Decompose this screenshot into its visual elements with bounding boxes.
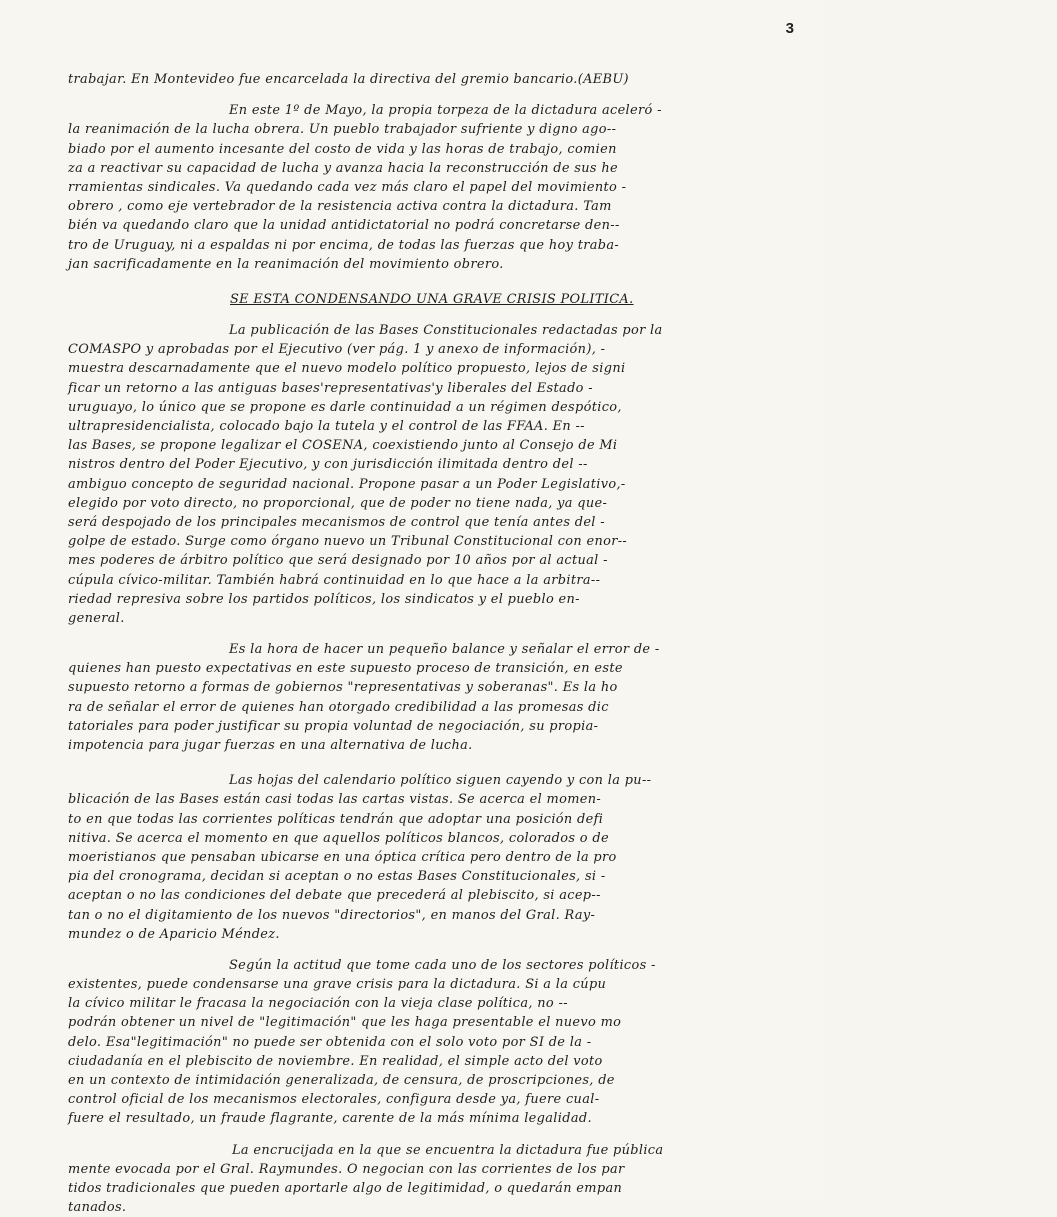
- text-line: La encrucijada en la que se encuentra la dictadura fue pública: [232, 1142, 664, 1158]
- text-line: La publicación de las Bases Constitucionales redactadas por la: [229, 323, 663, 339]
- text-line: to en que todas las corrientes políticas tendrán que adoptar una posición defi: [68, 811, 604, 827]
- paragraph-2: [0, 321, 825, 628]
- text-line: jan sacrificadamente en la reanimación del movimiento obrero.: [68, 256, 504, 272]
- text-line: En este 1º de Mayo, la propia torpeza de la dictadura aceleró -: [229, 103, 662, 119]
- paragraph-6: [0, 1141, 825, 1217]
- text-line: control oficial de los mecanismos electorales, configura desde ya, fuere cual-: [68, 1092, 600, 1108]
- paragraph-5: [0, 956, 825, 1129]
- text-line: tro de Uruguay, ni a espaldas ni por encima, de todas las fuerzas que hoy traba-: [68, 237, 620, 253]
- text-line: ultrapresidencialista, colocado bajo la tutela y el control de las FFAA. En --: [68, 419, 585, 434]
- text-line: rramientas sindicales. Va quedando cada vez más claro el papel del movimiento -: [68, 179, 627, 195]
- text-line: muestra descarnadamente que el nuevo modelo político propuesto, lejos de signi: [68, 361, 626, 377]
- text-line: las Bases, se propone legalizar el COSENA, coexistiendo junto al Consejo de Mi: [68, 438, 618, 454]
- text-line: mes poderes de árbitro político que será designado por 10 años por al actual -: [68, 553, 608, 569]
- text-line: ciudadanía en el plebiscito de noviembre. En realidad, el simple acto del voto: [68, 1053, 603, 1069]
- text-line: blicación de las Bases están casi todas las cartas vistas. Se acerca el momen-: [68, 792, 602, 808]
- text-line: COMASPO y aprobadas por el Ejecutivo (ver pág. 1 y anexo de información), -: [68, 342, 606, 358]
- text-line: tatoriales para poder justificar su propia voluntad de negociación, su propia-: [68, 718, 599, 734]
- text-line: la reanimación de la lucha obrera. Un pueblo trabajador sufriente y digno ago--: [68, 122, 617, 138]
- page-number: 3: [785, 20, 794, 37]
- text-line: mundez o de Aparicio Méndez.: [68, 926, 280, 942]
- text-line: nitiva. Se acerca el momento en que aquellos políticos blancos, colorados o de: [68, 830, 609, 846]
- text-line: quienes han puesto expectativas en este supuesto proceso de transición, en este: [68, 661, 623, 677]
- text-line: Es la hora de hacer un pequeño balance y señalar el error de -: [229, 642, 660, 658]
- text-line: nistros dentro del Poder Ejecutivo, y con jurisdicción ilimitada dentro del --: [68, 457, 588, 473]
- text-line: trabajar. En Montevideo fue encarcelada la directiva del gremio bancario.(AEBU): [68, 72, 629, 87]
- text-line: elegido por voto directo, no proporcional, que de poder no tiene nada, ya que-: [68, 495, 608, 511]
- text-line: en un contexto de intimidación generalizada, de censura, de proscripciones, de: [68, 1073, 615, 1088]
- text-line: ra de señalar el error de quienes han otorgado credibilidad a las promesas dic: [68, 699, 609, 715]
- text-line: riedad represiva sobre los partidos políticos, los sindicatos y el pueblo en-: [68, 591, 580, 607]
- paragraph-3: [0, 640, 825, 755]
- text-line: mente evocada por el Gral. Raymundes. O negocian con las corrientes de los par: [68, 1161, 625, 1177]
- text-line: tanados.: [68, 1200, 127, 1216]
- text-line: bién va quedando claro que la unidad antidictatorial no podrá concretarse den--: [68, 218, 620, 234]
- document-body: [0, 70, 825, 1217]
- text-line: obrero , como eje vertebrador de la resistencia activa contra la dictadura. Tam: [68, 199, 612, 215]
- text-line: delo. Esa"legitimación" no puede ser obtenida con el solo voto por SI de la -: [68, 1034, 592, 1050]
- text-line: ficar un retorno a las antiguas bases'representativas'y liberales del Estado -: [68, 380, 593, 396]
- text-line: general.: [68, 610, 125, 626]
- text-line: uruguayo, lo único que se propone es darle continuidad a un régimen despótico,: [68, 399, 622, 415]
- text-line: será despojado de los principales mecanismos de control que tenía antes del -: [68, 514, 605, 530]
- text-line: cúpula cívico-militar. También habrá continuidad en lo que hace a la arbitra--: [68, 572, 601, 588]
- paragraph-1: [0, 101, 825, 274]
- text-line: ambiguo concepto de seguridad nacional. Propone pasar a un Poder Legislativo,-: [68, 476, 626, 492]
- section-heading: SE ESTA CONDENSANDO UNA GRAVE CRISIS POLITICA.: [230, 291, 634, 307]
- text-line: aceptan o no las condiciones del debate que precederá al plebiscito, si acep--: [68, 888, 601, 904]
- text-line: moeristianos que pensaban ubicarse en una óptica crítica pero dentro de la pro: [68, 849, 617, 865]
- text-line: biado por el aumento incesante del costo de vida y las horas de trabajo, comien: [68, 141, 617, 157]
- text-line: fuere el resultado, un fraude flagrante, carente de la más mínima legalidad.: [68, 1111, 592, 1127]
- text-line: la cívico militar le fracasa la negociación con la vieja clase política, no --: [68, 996, 568, 1012]
- text-line: supuesto retorno a formas de gobiernos "representativas y soberanas". Es la ho: [68, 680, 618, 696]
- text-line: impotencia para jugar fuerzas en una alternativa de lucha.: [68, 738, 473, 753]
- text-line: existentes, puede condensarse una grave crisis para la dictadura. Si a la cúpu: [68, 977, 607, 993]
- text-line: tan o no el digitamiento de los nuevos "directorios", en manos del Gral. Ray-: [68, 907, 596, 923]
- text-line: tidos tradicionales que pueden aportarle algo de legitimidad, o quedarán empan: [68, 1180, 623, 1196]
- text-line: za a reactivar su capacidad de lucha y avanza hacia la reconstrucción de sus he: [68, 160, 618, 176]
- paragraph-4: [0, 771, 825, 944]
- text-line: golpe de estado. Surge como órgano nuevo un Tribunal Constitucional con enor--: [68, 534, 628, 550]
- text-line: Según la actitud que tome cada uno de los sectores políticos -: [229, 957, 656, 973]
- text-line: pia del cronograma, decidan si aceptan o no estas Bases Constitucionales, si -: [68, 869, 606, 885]
- text-line: Las hojas del calendario político siguen cayendo y con la pu--: [229, 773, 652, 789]
- text-line: podrán obtener un nivel de "legitimación" que les haga presentable el nuevo mo: [68, 1015, 622, 1031]
